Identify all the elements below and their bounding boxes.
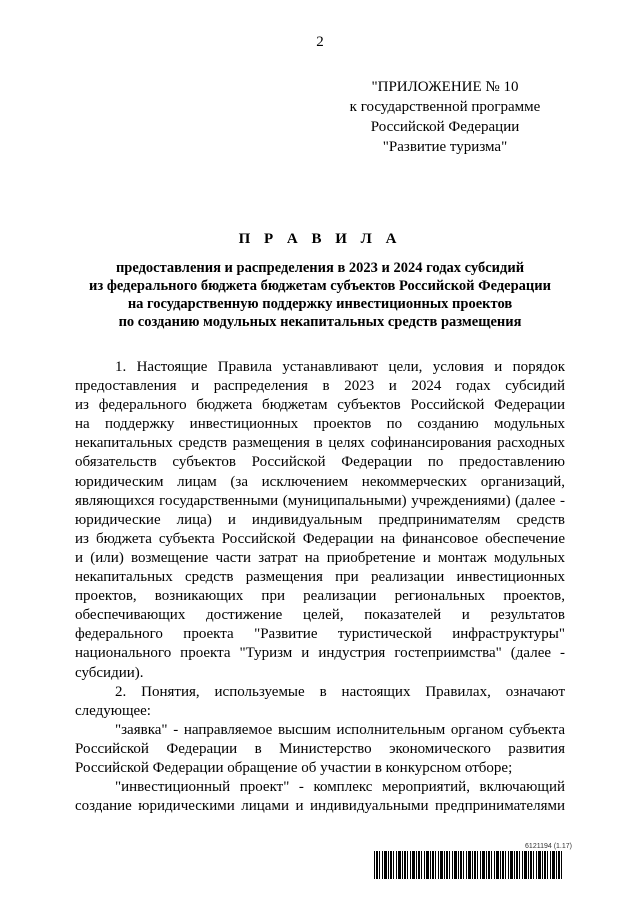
body-line: юридическим лицам (за исключением некоммерческих организаций, <box>75 473 565 490</box>
body-line: на поддержку инвестиционных проектов по созданию модульных <box>75 416 565 433</box>
body-line: обязательств субъектов Российской Федерации по предоставлению <box>75 454 565 471</box>
appendix-line: Российской Федерации <box>370 119 520 135</box>
body-line: следующее: <box>75 702 151 719</box>
body-line: из бюджета субъекта Российской Федерации на финансовое обеспечение <box>75 530 565 547</box>
body-line: субсидии). <box>75 664 144 681</box>
page-number: 2 <box>316 34 324 50</box>
body-line: проектов, возникающих при реализации региональных проектов, <box>75 588 565 605</box>
body-line: Российской Федерации в Министерство экономического развития <box>75 740 565 757</box>
barcode-image <box>374 851 564 879</box>
body-line: некапитальных средств размещения в целях софинансирования расходных <box>75 435 565 452</box>
body-line: Российской Федерации обращение об участии в конкурсном отборе; <box>75 759 513 776</box>
body-line: предоставления и распределения в 2023 и 2024 годах субсидий <box>75 378 565 395</box>
body-line: "инвестиционный проект" - комплекс мероприятий, включающий <box>115 779 565 796</box>
appendix-line: "ПРИЛОЖЕНИЕ № 10 <box>371 79 519 95</box>
document-subtitle <box>70 259 570 331</box>
body-line: некапитальных средств размещения при реализации инвестиционных <box>75 569 565 586</box>
body-line: юридические лица) и индивидуальным предпринимателям средств <box>75 511 565 528</box>
appendix-line: к государственной программе <box>349 99 541 115</box>
document-title: П Р А В И Л А <box>238 231 402 247</box>
body-line: 2. Понятия, используемые в настоящих Правилах, означают <box>115 683 565 700</box>
barcode-id: 6121194 (1.17) <box>525 843 572 850</box>
subtitle-line: из федерального бюджета бюджетам субъектов Российской Федерации <box>89 278 551 294</box>
body-line: являющихся государственными (муниципальными) учреждениями) (далее - <box>75 492 565 509</box>
subtitle-line: предоставления и распределения в 2023 и 2024 годах субсидий <box>115 260 525 276</box>
subtitle-line: по созданию модульных некапитальных средств размещения <box>118 314 522 330</box>
body-line: обеспечивающих достижение целей, показателей и результатов <box>75 607 565 624</box>
document-body <box>75 358 565 816</box>
body-line: 1. Настоящие Правила устанавливают цели, условия и порядок <box>115 359 565 375</box>
body-line: и (или) возмещение части затрат на приобретение и монтаж модульных <box>75 549 565 566</box>
appendix-line: "Развитие туризма" <box>382 139 508 155</box>
appendix-header <box>330 77 560 157</box>
body-line: федерального проекта "Развитие туристической инфраструктуры" <box>75 626 565 643</box>
subtitle-line: на государственную поддержку инвестиционных проектов <box>127 296 513 312</box>
body-line: создание юридическими лицами и индивидуальными предпринимателями <box>75 798 565 815</box>
body-line: из федерального бюджета бюджетам субъектов Российской Федерации <box>75 397 565 414</box>
body-line: "заявка" - направляемое высшим исполнительным органом субъекта <box>115 721 565 738</box>
body-line: национального проекта "Туризм и индустрия гостеприимства" (далее - <box>75 645 565 662</box>
